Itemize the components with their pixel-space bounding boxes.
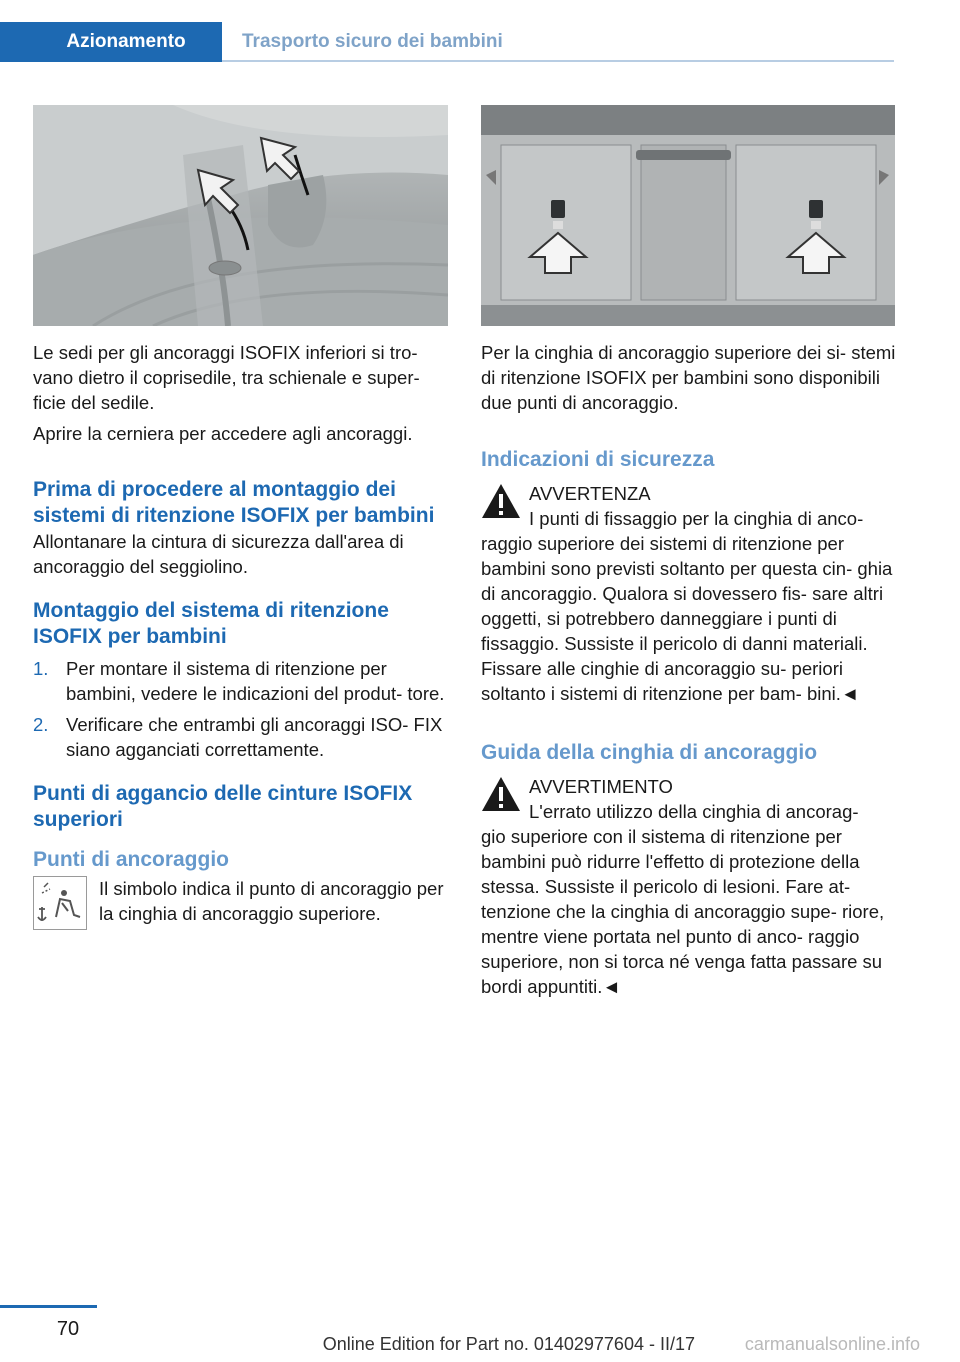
mounting-steps-list: [33, 656, 448, 762]
warning-1-title: AVVERTENZA: [529, 483, 651, 504]
warning-1-text: raggio superiore dei sistemi di ritenzione per bambini sono previsti soltanto per questa cin- ghia di ancoraggio. Qualora si dovessero fis- sare altri oggetti, si potrebbero danneggiare i punti di fissaggio. Sussiste il pericolo di danni materiali. Fissare alle cinghie di ancoraggio su- periori soltanto i sistemi di ritenzione per bam- bini.◄: [481, 533, 893, 704]
list-item-number: 1.: [33, 658, 49, 679]
warning-triangle-icon: [481, 776, 521, 812]
list-item-number: 2.: [33, 714, 49, 735]
left-caption-2: Aprire la cerniera per accedere agli ancoraggi.: [33, 423, 413, 444]
watermark: carmanualsonline.info: [744, 1334, 920, 1354]
page-number: 70: [56, 1318, 80, 1340]
right-column: [481, 340, 896, 999]
header-section-tab: [0, 22, 222, 62]
header-rule: [222, 60, 894, 62]
isofix-lower-anchors-photo: [33, 105, 448, 326]
para-belt-away: Allontanare la cintura di sicurezza dall'area di ancoraggio del seggiolino.: [33, 531, 404, 577]
isofix-anchor-symbol-icon: [33, 876, 87, 930]
header-chapter-tab: [242, 22, 503, 62]
warning-block-2: [481, 774, 896, 999]
footer-rule: [0, 1305, 97, 1308]
subheading-anchor-points: Punti di ancoraggio: [33, 848, 230, 871]
warning-1-first-line: I punti di fissaggio per la cinghia di anco-: [529, 508, 864, 529]
anchor-symbol-row: [33, 876, 448, 932]
warning-block-1: [481, 481, 896, 706]
subheading-safety: Indicazioni di sicurezza: [481, 448, 715, 471]
isofix-upper-anchors-photo: [481, 105, 895, 326]
warning-2-title: AVVERTIMENTO: [529, 776, 673, 797]
list-item-text: Verificare che entrambi gli ancoraggi ISO- FIX siano agganciati correttamente.: [66, 714, 443, 760]
left-column: [33, 340, 448, 932]
list-item: [33, 656, 448, 706]
header-chapter-label: Trasporto sicuro dei bambini: [242, 31, 503, 52]
heading-upper-anchors: Punti di aggancio delle cinture ISOFIX superiori: [33, 782, 413, 831]
warning-triangle-icon: [481, 483, 521, 519]
header-section-label: Azionamento: [66, 31, 186, 52]
heading-mounting-isofix: Montaggio del sistema di ritenzione ISOFIX per bambini: [33, 599, 389, 648]
list-item: [33, 712, 448, 762]
warning-2-first-line: L'errato utilizzo della cinghia di ancorag-: [529, 801, 859, 822]
warning-2-text: gio superiore con il sistema di ritenzione per bambini può ridurre l'effetto di protezione della stessa. Sussiste il pericolo di lesioni. Fare at- tenzione che la cinghia di ancoraggio supe- riore, mentre viene portata nel punto di anco- raggio superiore, non si torca né venga fatta passare su bordi appuntiti.◄: [481, 826, 885, 997]
list-item-text: Per montare il sistema di ritenzione per bambini, vedere le indicazioni del produt- tore.: [66, 658, 445, 704]
right-caption: Per la cinghia di ancoraggio superiore dei si- stemi di ritenzione ISOFIX per bambini sono disponibili due punti di ancoraggio.: [481, 342, 896, 413]
footer-edition: Online Edition for Part no. 01402977604 - II/17: [322, 1334, 695, 1354]
left-caption-1: Le sedi per gli ancoraggi ISOFIX inferiori si tro- vano dietro il coprisedile, tra schienale e super- ficie del sedile.: [33, 342, 420, 413]
anchor-symbol-text: Il simbolo indica il punto di ancoraggio per la cinghia di ancoraggio superiore.: [99, 878, 444, 924]
heading-before-mounting: Prima di procedere al montaggio dei sistemi di ritenzione ISOFIX per bambini: [33, 478, 435, 527]
subheading-strap-routing: Guida della cinghia di ancoraggio: [481, 741, 818, 764]
